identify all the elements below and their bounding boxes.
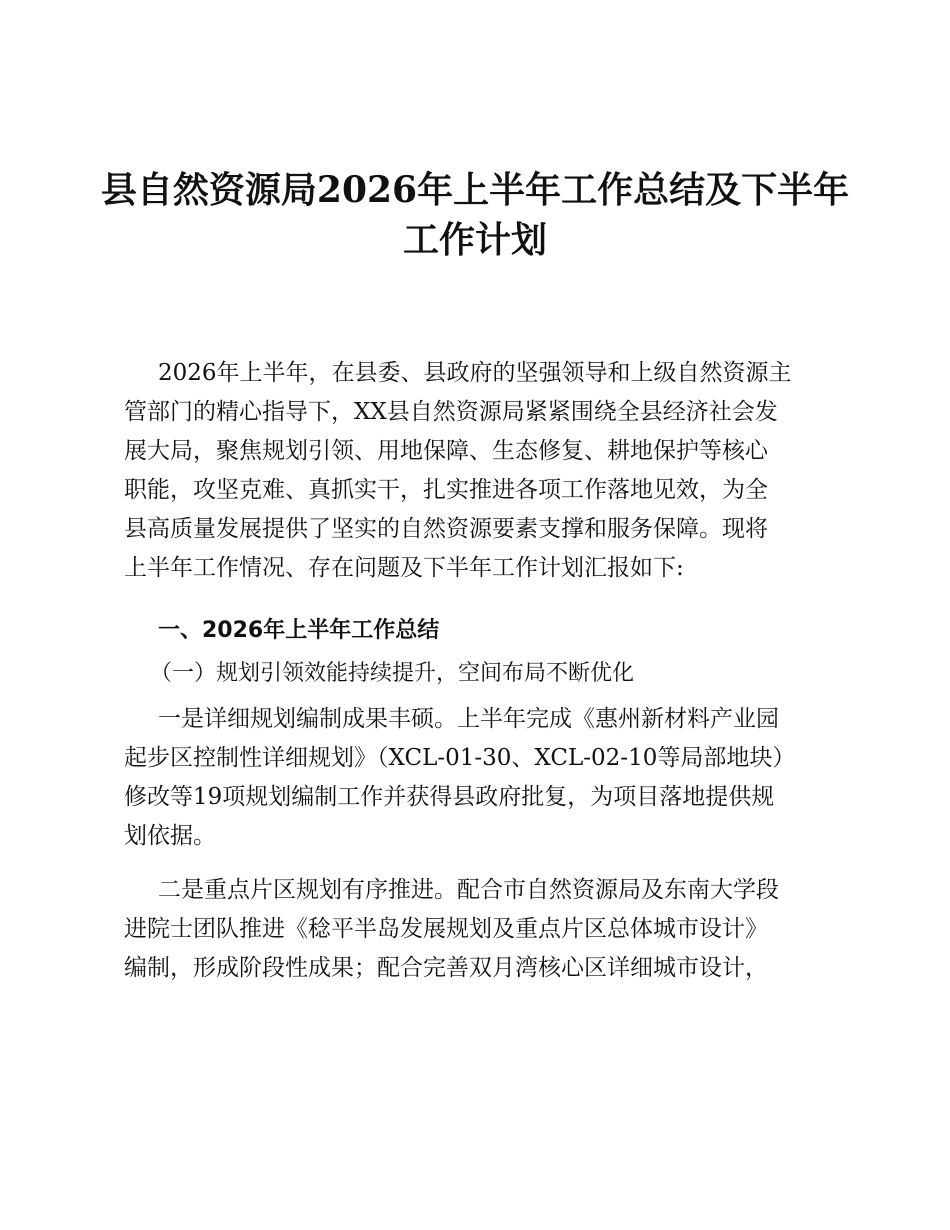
intro-line: 展大局，聚焦规划引领、用地保障、生态修复、耕地保护等核心 bbox=[124, 438, 768, 464]
intro-line: 2026年上半年，在县委、县政府的坚强领导和上级自然资源主 bbox=[158, 360, 792, 386]
paragraph-detailed-planning bbox=[124, 700, 830, 856]
intro-line: 上半年工作情况、存在问题及下半年工作计划汇报如下: bbox=[124, 555, 684, 581]
paragraph-line: 进院士团队推进《稔平半岛发展规划及重点片区总体城市设计》 bbox=[124, 916, 768, 942]
subsection-heading-1: （一）规划引领效能持续提升，空间布局不断优化 bbox=[150, 661, 635, 686]
intro-line: 县高质量发展提供了坚实的自然资源要素支撑和服务保障。现将 bbox=[124, 516, 768, 542]
paragraph-line: 编制，形成阶段性成果；配合完善双月湾核心区详细城市设计， bbox=[124, 955, 768, 981]
paragraph-line: 划依据。 bbox=[124, 823, 216, 849]
document-title-line-2: 工作计划 bbox=[402, 219, 547, 261]
paragraph-line: 起步区控制性详细规划》（XCL-01-30、XCL-02-10等局部地块） bbox=[124, 745, 796, 771]
section-heading-1: 一、2026年上半年工作总结 bbox=[158, 618, 440, 643]
paragraph-line: 一是详细规划编制成果丰硕。上半年完成《惠州新材料产业园 bbox=[158, 706, 779, 732]
document-title-line-1: 县自然资源局2026年上半年工作总结及下半年 bbox=[100, 169, 850, 211]
intro-line: 职能，攻坚克难、真抓实干，扎实推进各项工作落地见效，为全 bbox=[124, 477, 768, 503]
paragraph-line: 修改等19项规划编制工作并获得县政府批复，为项目落地提供规 bbox=[124, 784, 775, 810]
paragraph-key-area-planning bbox=[124, 871, 830, 988]
intro-line: 管部门的精心指导下，XX县自然资源局紧紧围绕全县经济社会发 bbox=[124, 399, 778, 425]
intro-paragraph bbox=[124, 354, 830, 588]
paragraph-line: 二是重点片区规划有序推进。配合市自然资源局及东南大学段 bbox=[158, 877, 779, 903]
